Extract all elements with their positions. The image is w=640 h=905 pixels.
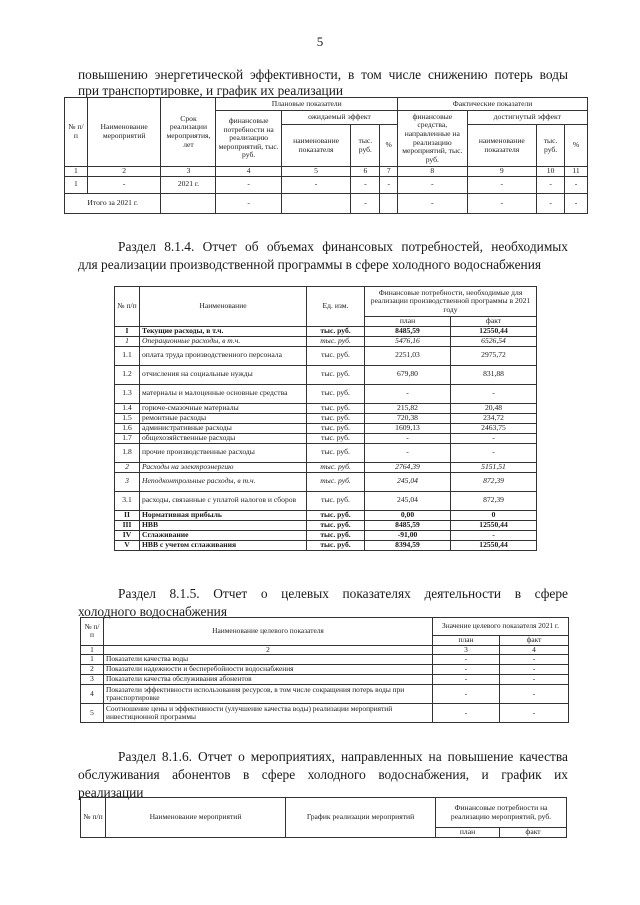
table-row	[115, 346, 537, 365]
table-row	[115, 510, 537, 520]
cell-fact: -	[451, 443, 537, 462]
num-cell: 5	[281, 167, 351, 177]
cell-plan: -	[365, 433, 451, 443]
cell-unit: тыс. руб.	[307, 326, 365, 336]
table-cell: -	[216, 193, 281, 213]
cell-unit: тыс. руб.	[307, 540, 365, 550]
cell-n: 4	[81, 685, 104, 704]
cell-fact: -	[500, 655, 569, 665]
cell-n: III	[115, 520, 140, 530]
table-cell: 1	[65, 176, 88, 193]
cell-fact: -	[451, 530, 537, 540]
cell-name: Операционные расходы, в т.ч.	[140, 336, 307, 346]
cell-plan: 215,82	[365, 403, 451, 413]
cell-fact: 12550,44	[451, 520, 537, 530]
cell-name: Соотношение цены и эффективности (улучшение качества воды) реализации мероприятий инвестиционной программы	[104, 704, 433, 723]
cell-n: V	[115, 540, 140, 550]
cell-name: ремонтные расходы	[140, 413, 307, 423]
cell-plan: -91,00	[365, 530, 451, 540]
col-no-header: № п/п	[115, 287, 140, 327]
table-cell: -	[537, 193, 565, 213]
num-cell: 3	[161, 167, 216, 177]
table-cell	[161, 193, 216, 213]
cell-plan: 5476,16	[365, 336, 451, 346]
cell-n: 2	[115, 462, 140, 472]
num-cell: 10	[537, 167, 565, 177]
cell-unit: тыс. руб.	[307, 403, 365, 413]
table-cell: -	[87, 176, 161, 193]
service-quality-table	[80, 797, 567, 838]
cell-plan: -	[433, 685, 500, 704]
cell-n: 1.2	[115, 365, 140, 384]
cell-plan: -	[433, 704, 500, 723]
cell-fact: 831,88	[451, 365, 537, 384]
cell-plan: 8394,59	[365, 540, 451, 550]
cell-plan: 8485,59	[365, 326, 451, 336]
fact-group-header: Фактические показатели	[398, 98, 588, 111]
col-name-header: Наименование мероприятий	[87, 98, 161, 167]
target-indicators-table	[80, 617, 569, 723]
cell-name: Показатели эффективности использования ресурсов, в том числе сокращения потерь воды при транспортировке	[104, 685, 433, 704]
section-816-line-2: обслуживания абонентов в сфере холодного водоснабжения, и график их	[78, 767, 568, 782]
cell-fact: 0	[451, 510, 537, 520]
num-cell: 1	[65, 167, 88, 177]
num-cell: 6	[351, 167, 380, 177]
table-cell: -	[565, 193, 588, 213]
table-cell: -	[281, 176, 351, 193]
cell-n: 1.3	[115, 384, 140, 403]
table-cell: -	[380, 176, 398, 193]
cell-unit: тыс. руб.	[307, 365, 365, 384]
cell-plan: 245,04	[365, 491, 451, 510]
table-cell: -	[565, 176, 588, 193]
col-no-header: № п/п	[81, 618, 104, 646]
cell-name: Показатели качества обслуживания абонентов	[104, 675, 433, 685]
table-cell: -	[398, 176, 468, 193]
fact-fin-header: финансовые средства, направленные на реализацию мероприятий, тыс. руб.	[398, 111, 468, 167]
cell-name: оплата труда производственного персонала	[140, 346, 307, 365]
table-row	[115, 384, 537, 403]
cell-plan: 0,00	[365, 510, 451, 520]
section-814-line-2: для реализации производственной программы в сфере холодного водоснабжения	[78, 257, 542, 272]
cell-unit: тыс. руб.	[307, 510, 365, 520]
table-row	[115, 491, 537, 510]
cell-fact: 234,72	[451, 413, 537, 423]
cell-name: отчисления на социальные нужды	[140, 365, 307, 384]
table-row	[115, 462, 537, 472]
cell-fact: 12550,44	[451, 540, 537, 550]
cell-name: Сглаживание	[140, 530, 307, 540]
cell-n: 3.1	[115, 491, 140, 510]
table-cell: -	[467, 193, 537, 213]
cell-unit: тыс. руб.	[307, 520, 365, 530]
cell-fact: 2463,75	[451, 423, 537, 433]
cell-n: IV	[115, 530, 140, 540]
table-row	[115, 472, 537, 491]
cell-plan: 720,38	[365, 413, 451, 423]
cell-name: НВВ с учетом сглаживания	[140, 540, 307, 550]
cell-fact: -	[500, 665, 569, 675]
cell-plan: -	[365, 384, 451, 403]
cell-n: 1.5	[115, 413, 140, 423]
cell-name: Показатели качества воды	[104, 655, 433, 665]
cell-name: материалы и малоценные основные средства	[140, 384, 307, 403]
cell-n: 1	[81, 655, 104, 665]
col-no-header: № п/п	[65, 98, 88, 167]
section-815-line-1: Раздел 8.1.5. Отчет о целевых показателях деятельности в сфере	[118, 586, 568, 601]
cell-name: административные расходы	[140, 423, 307, 433]
sub-pct2-header: %	[565, 125, 588, 167]
cell-name: Неподконтрольные расходы, в т.ч.	[140, 472, 307, 491]
cell-plan: 245,04	[365, 472, 451, 491]
table-row	[115, 423, 537, 433]
cell-n: 1	[115, 336, 140, 346]
cell-fact: 2975,72	[451, 346, 537, 365]
plan-effect-header: ожидаемый эффект	[281, 111, 397, 125]
cell-fact: -	[451, 433, 537, 443]
table-cell: -	[537, 176, 565, 193]
table-cell: -	[351, 193, 380, 213]
table-row	[115, 326, 537, 336]
table-row	[115, 336, 537, 346]
measures-table	[64, 97, 588, 214]
table-cell: -	[216, 176, 281, 193]
fact-effect-header: достигнутый эффект	[467, 111, 587, 125]
cell-unit: тыс. руб.	[307, 336, 365, 346]
table-cell	[380, 193, 398, 213]
cell-fact: -	[500, 685, 569, 704]
col-fact-header: факт	[500, 828, 567, 838]
table-cell: 2021 г.	[161, 176, 216, 193]
table-row	[115, 403, 537, 413]
col-plan-header: план	[433, 636, 500, 646]
cell-n: II	[115, 510, 140, 520]
num-cell: 2	[104, 645, 433, 655]
sub-pct-header: %	[380, 125, 398, 167]
cell-fact: -	[500, 704, 569, 723]
cell-n: 1.7	[115, 433, 140, 443]
section-814-line-1: Раздел 8.1.4. Отчет об объемах финансовых потребностей, необходимых	[118, 239, 568, 254]
table-cell	[281, 193, 351, 213]
cell-name: Нормативная прибыль	[140, 510, 307, 520]
cell-fact: 872,39	[451, 491, 537, 510]
cell-name: общехозяйственные расходы	[140, 433, 307, 443]
cell-plan: 8485,59	[365, 520, 451, 530]
financial-needs-table	[114, 286, 537, 551]
cell-n: 3	[115, 472, 140, 491]
cell-unit: тыс. руб.	[307, 346, 365, 365]
cell-unit: тыс. руб.	[307, 491, 365, 510]
col-name-header: Наименование	[140, 287, 307, 327]
num-cell: 2	[87, 167, 161, 177]
num-cell: 9	[467, 167, 537, 177]
col-fin-header: Финансовые потребности, необходимые для реализации производственной программы в 2021 году	[365, 287, 537, 317]
col-term-header: Срок реализации мероприятия, лет	[161, 98, 216, 167]
cell-plan: -	[365, 443, 451, 462]
cell-n: 1.8	[115, 443, 140, 462]
table-row	[81, 704, 569, 723]
num-cell: 4	[500, 645, 569, 655]
col-no-header: № п/п	[81, 798, 106, 838]
col-plan-header: план	[436, 828, 500, 838]
cell-unit: тыс. руб.	[307, 433, 365, 443]
col-value-header: Значение целевого показателя 2021 г.	[433, 618, 569, 636]
cell-fact: 20,48	[451, 403, 537, 413]
cell-fact: 6526,54	[451, 336, 537, 346]
section-816-line-1: Раздел 8.1.6. Отчет о мероприятиях, направленных на повышение качества	[118, 749, 568, 764]
cell-name: Расходы на электроэнергию	[140, 462, 307, 472]
table-cell: -	[467, 176, 537, 193]
col-name-header: Наименование мероприятий	[106, 798, 286, 838]
cell-plan: 2251,03	[365, 346, 451, 365]
num-cell: 11	[565, 167, 588, 177]
cell-plan: 1609,13	[365, 423, 451, 433]
cell-n: 1.1	[115, 346, 140, 365]
cell-fact: -	[451, 384, 537, 403]
col-name-header: Наименование целевого показателя	[104, 618, 433, 646]
cell-unit: тыс. руб.	[307, 384, 365, 403]
cell-fact: 5151,51	[451, 462, 537, 472]
cell-unit: тыс. руб.	[307, 423, 365, 433]
col-fact-header: факт	[500, 636, 569, 646]
table-row	[115, 433, 537, 443]
cell-n: I	[115, 326, 140, 336]
table-row	[115, 413, 537, 423]
cell-plan: 679,80	[365, 365, 451, 384]
intro-line-2: при транспортировке, и график их реализации	[78, 83, 344, 98]
cell-n: 2	[81, 665, 104, 675]
table-row	[115, 365, 537, 384]
cell-plan: 2764,39	[365, 462, 451, 472]
page-number: 5	[316, 34, 324, 49]
sub-rub2-header: тыс. руб.	[537, 125, 565, 167]
col-unit-header: Ед. изм.	[307, 287, 365, 327]
sub-name-header: наименование показателя	[281, 125, 351, 167]
cell-name: Показатели надежности и бесперебойности водоснабжения	[104, 665, 433, 675]
cell-plan: -	[433, 665, 500, 675]
plan-fin-header: финансовые потребности на реализацию мероприятий, тыс. руб.	[216, 111, 281, 167]
table-row	[115, 443, 537, 462]
cell-name: НВВ	[140, 520, 307, 530]
cell-plan: -	[433, 655, 500, 665]
cell-name: Текущие расходы, в т.ч.	[140, 326, 307, 336]
num-cell: 4	[216, 167, 281, 177]
section-815-line-2: холодного водоснабжения	[78, 604, 227, 619]
col-fin-header: Финансовые потребности на реализацию мероприятий, руб.	[436, 798, 567, 828]
cell-n: 3	[81, 675, 104, 685]
intro-line-1: повышению энергетической эффективности, в том числе снижению потерь воды	[78, 67, 568, 82]
sub-name2-header: наименование показателя	[467, 125, 537, 167]
table-cell: -	[351, 176, 380, 193]
table-row	[81, 685, 569, 704]
table-row	[115, 520, 537, 530]
cell-n: 1.4	[115, 403, 140, 413]
cell-unit: тыс. руб.	[307, 472, 365, 491]
section-816-line-3: реализации	[78, 785, 144, 800]
cell-name: горюче-смазочные материалы	[140, 403, 307, 413]
cell-fact: 12550,44	[451, 326, 537, 336]
cell-name: расходы, связанные с уплатой налогов и сборов	[140, 491, 307, 510]
cell-n: 5	[81, 704, 104, 723]
num-cell: 7	[380, 167, 398, 177]
plan-group-header: Плановые показатели	[216, 98, 398, 111]
cell-plan: -	[433, 675, 500, 685]
cell-unit: тыс. руб.	[307, 443, 365, 462]
table-row	[81, 675, 569, 685]
num-cell: 3	[433, 645, 500, 655]
cell-unit: тыс. руб.	[307, 462, 365, 472]
table-row	[115, 530, 537, 540]
col-plan-header: план	[365, 317, 451, 327]
sub-rub-header: тыс. руб.	[351, 125, 380, 167]
col-schedule-header: График реализации мероприятий	[286, 798, 436, 838]
table-row	[115, 540, 537, 550]
num-cell: 1	[81, 645, 104, 655]
cell-fact: -	[500, 675, 569, 685]
total-label: Итого за 2021 г.	[65, 193, 161, 213]
cell-fact: 872,39	[451, 472, 537, 491]
cell-unit: тыс. руб.	[307, 413, 365, 423]
cell-n: 1.6	[115, 423, 140, 433]
table-row	[81, 655, 569, 665]
table-row	[81, 665, 569, 675]
num-cell: 8	[398, 167, 468, 177]
table-cell: -	[398, 193, 468, 213]
cell-name: прочие производственные расходы	[140, 443, 307, 462]
cell-unit: тыс. руб.	[307, 530, 365, 540]
col-fact-header: факт	[451, 317, 537, 327]
